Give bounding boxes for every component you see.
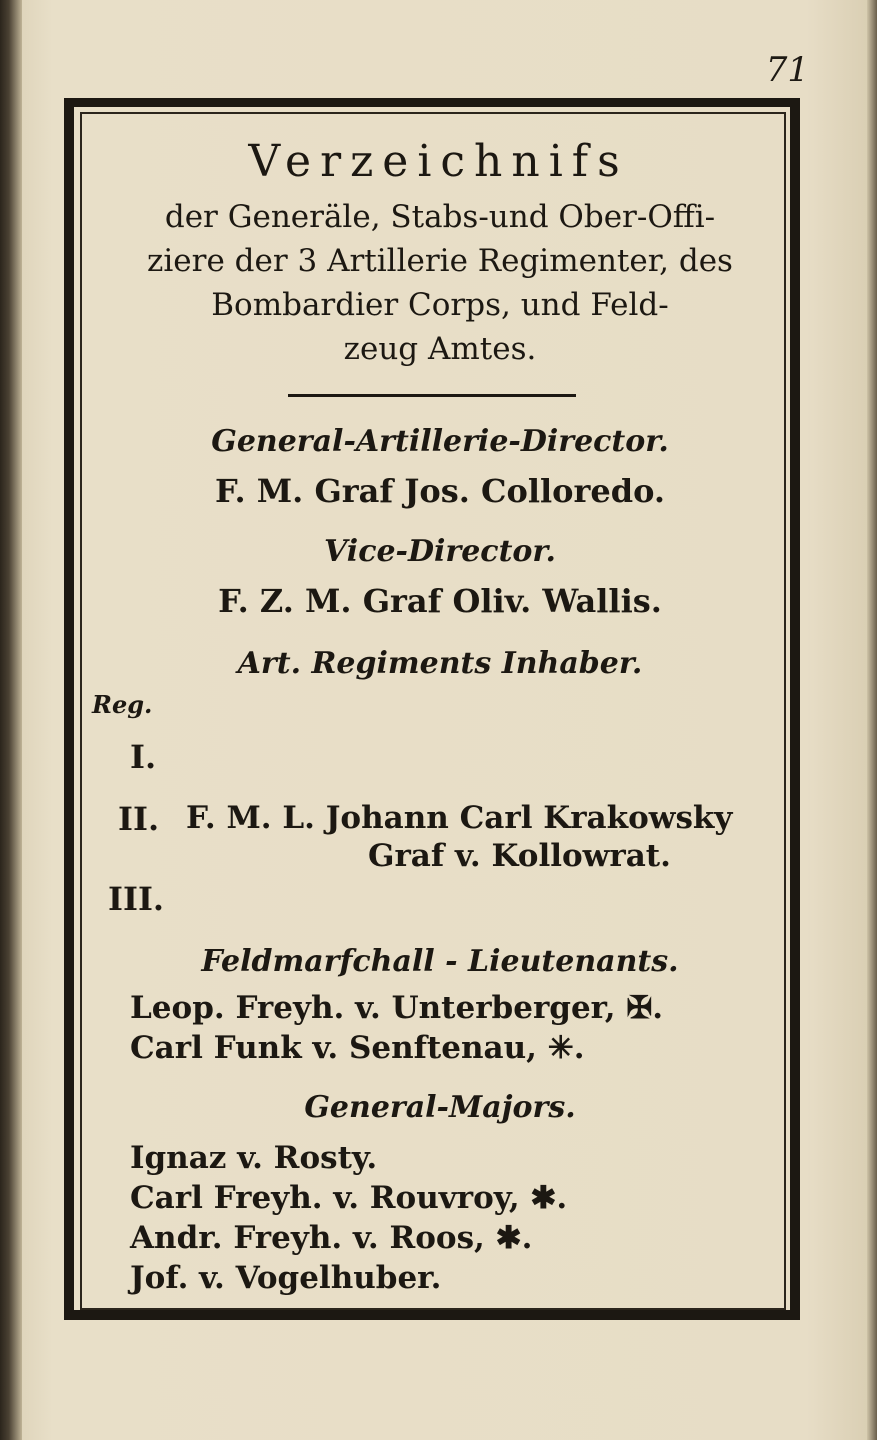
feldmarschall-heading: Feldmarfchall - Lieutenants. — [201, 944, 679, 979]
regiment-numeral-3: III. — [108, 880, 165, 918]
binding-edge — [0, 0, 22, 1440]
regiment-2-owner-cont: Graf v. Kollowrat. — [368, 838, 671, 874]
vice-director-heading: Vice-Director. — [324, 534, 556, 569]
subtitle-line-3: Bombardier Corps, und Feld- — [211, 287, 669, 323]
regiment-numeral-1: I. — [130, 738, 157, 776]
subtitle-line-2: ziere der 3 Artillerie Regimenter, des — [147, 243, 733, 279]
vice-director-name: F. Z. M. Graf Oliv. Wallis. — [218, 582, 662, 620]
fml-entry-1: Leop. Freyh. v. Unterberger, ✠. — [130, 990, 664, 1026]
subtitle-line-1: der Generäle, Stabs-und Ober-Offi- — [164, 199, 716, 235]
director-heading: General-Artillerie-Director. — [211, 424, 669, 459]
fml-entry-2: Carl Funk v. Senftenau, ✳. — [130, 1030, 585, 1066]
gm-entry-1: Ignaz v. Rosty. — [130, 1140, 378, 1176]
regiments-inhaber-heading: Art. Regiments Inhaber. — [237, 646, 643, 681]
gm-entry-3: Andr. Freyh. v. Roos, ✱. — [130, 1220, 533, 1256]
general-majors-heading: General-Majors. — [304, 1090, 576, 1125]
divider-rule — [288, 394, 576, 397]
regiment-numeral-2: II. — [118, 800, 160, 838]
reg-label: Reg. — [92, 690, 153, 719]
regiment-2-owner: F. M. L. Johann Carl Krakowsky — [186, 800, 733, 836]
page-title: Verzeichnifs — [248, 136, 629, 187]
page-number: 71 — [765, 50, 809, 90]
director-name: F. M. Graf Jos. Colloredo. — [214, 472, 666, 510]
gm-entry-2: Carl Freyh. v. Rouvroy, ✱. — [130, 1180, 568, 1216]
gm-entry-4: Jof. v. Vogelhuber. — [130, 1260, 442, 1296]
subtitle-line-4: zeug Amtes. — [343, 331, 537, 367]
page-edge — [867, 0, 877, 1440]
